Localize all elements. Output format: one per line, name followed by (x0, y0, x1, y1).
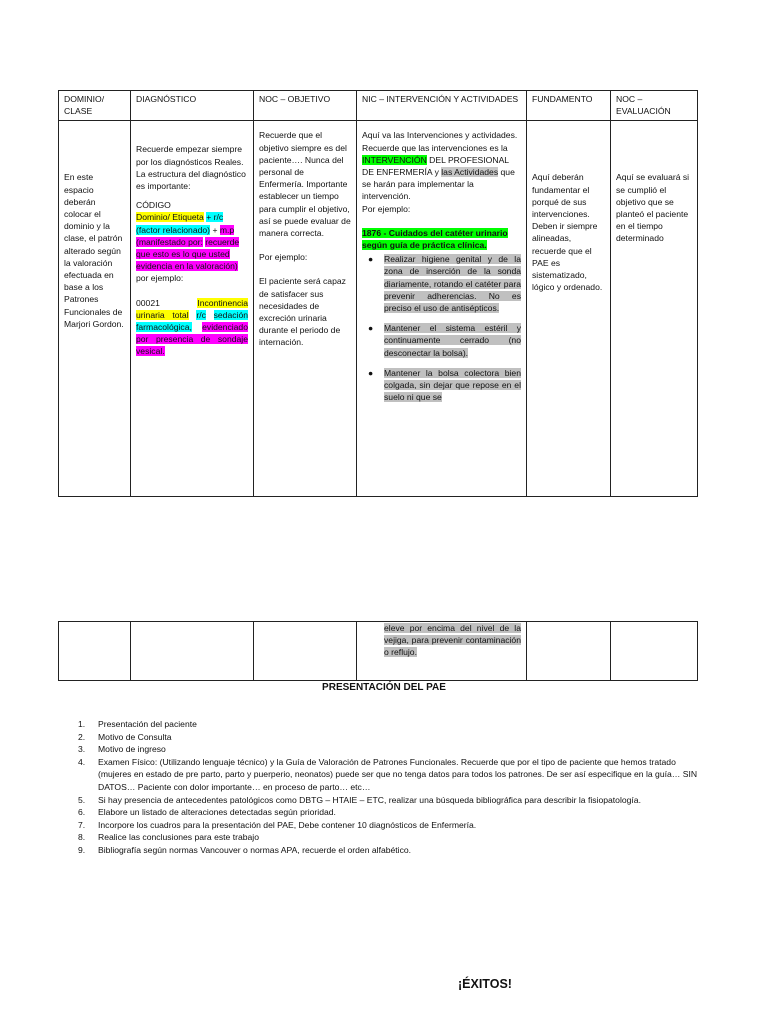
example-label-highlight: Incontinencia urinaria total (136, 297, 248, 320)
objetivo-p2: Por ejemplo: (259, 252, 308, 263)
list-item: 2. Motivo de Consulta (78, 731, 172, 742)
diagnostico-structure: CÓDIGO Dominio/ Etiqueta + r/c (factor relacionado) + m.p (manifestado por: recuerde que esto es lo que usted evidencia en la valoración) por ejemplo: (136, 200, 240, 284)
example-code: 00021 (136, 297, 160, 308)
header-nic: NIC – INTERVENCIÓN Y ACTIVIDADES (357, 91, 527, 121)
objetivo-p3: El paciente será capaz de satisfacer sus necesidades de excreción urinaria durante el periodo de internación. (259, 276, 346, 348)
diagnostico-example (136, 297, 248, 358)
rc-highlight: + r/c (206, 212, 224, 223)
dominio-text: En este espacio deberán colocar el dominio y la clase, el patrón alterado según la valoración efectuada en base a los Patrones Funcionales de Marjori Gordon. (64, 172, 124, 329)
evaluacion-text: Aquí se evaluará si se cumplió el objetivo que se planteó el paciente en el tiempo determinado (616, 172, 690, 244)
list-item: 3. Motivo de ingreso (78, 744, 166, 755)
presentacion-title: PRESENTACIÓN DEL PAE (322, 682, 446, 693)
cell-dominio (59, 121, 131, 497)
header-noc-evaluacion: NOC – EVALUACIÓN (611, 91, 698, 121)
table-row (59, 622, 698, 681)
bullet-icon: ● (368, 323, 374, 334)
nic-continued-text: eleve por encima del nivel de la vejiga, para prevenir contaminación o reflujo. (384, 623, 521, 658)
pae-table (58, 90, 698, 497)
intervencion-highlight: INTERVENCIÓN (362, 154, 427, 165)
actividades-highlight: las Actividades (441, 167, 499, 178)
recuerde-highlight: recuerde que esto es lo que usted evidencia en la valoración) (136, 236, 240, 272)
list-item: 7. Incorpore los cuadros para la presentación del PAE, Debe contener 10 diagnósticos de Enfermería. (78, 819, 477, 830)
table-row (59, 121, 698, 497)
list-item: ● Mantener la bolsa colectora bien colgada, sin dejar que repose en el suelo ni que se (368, 367, 521, 403)
cell-objetivo (254, 121, 357, 497)
list-item: ● Realizar higiene genital y de la zona de inserción de la sonda diariamente, rotando el catéter para prevenir adherencias. No es preciso el uso de antisépticos. (368, 254, 521, 314)
factor-relacionado-highlight: (factor relacionado) (136, 224, 211, 235)
cell-nic-continued (357, 622, 527, 681)
example-rc-highlight: r/c (196, 309, 206, 320)
bullet-icon: ● (368, 254, 374, 265)
activities-list (362, 253, 521, 403)
cell-nic (357, 121, 527, 497)
list-item: 5. Si hay presencia de antecedentes patológicos como DBTG – HTAIE – ETC, realizar una búsqueda bibliográfica para describir la fisiopatología. (78, 794, 641, 805)
list-item: 1. Presentación del paciente (78, 719, 197, 729)
cell-diagnostico (131, 121, 254, 497)
header-diagnostico: DIAGNÓSTICO (131, 91, 254, 121)
cuidados-heading: 1876 - Cuidados del catéter urinario según guía de práctica clínica. (362, 227, 508, 251)
header-noc-objetivo: NOC – OBJETIVO (254, 91, 357, 121)
table-header-row (59, 91, 698, 121)
objetivo-p1: Recuerde que el objetivo siempre es del paciente…. Nunca del personal de Enfermería. Importante establecer un tiempo para cumplir el objetivo, así se puede evaluar de manera correcta. (259, 130, 351, 239)
nic-line1: Aquí va las Intervenciones y actividades. (362, 130, 518, 141)
bullet-icon: ● (368, 367, 374, 378)
cell-evaluacion (611, 121, 698, 497)
list-item: ● Mantener el sistema estéril y continuamente cerrado (no desconectar la bolsa). (368, 323, 521, 358)
fundamento-text: Aquí deberán fundamentar el porqué de sus intervenciones. Deben ir siempre alineadas, recuerde que el PAE es sistematizado, lógico y ordenado. (532, 172, 603, 293)
nic-line3: Por ejemplo: (362, 203, 411, 214)
diagnostico-intro: Recuerde empezar siempre por los diagnósticos Reales. La estructura del diagnóstico es importante: (136, 144, 246, 192)
header-dominio: DOMINIO/ CLASE (59, 91, 131, 121)
example-factor-highlight: sedación farmacológica, (136, 309, 249, 333)
presentacion-list (78, 718, 708, 857)
closing-text: ¡ÉXITOS! (458, 977, 512, 991)
mp-highlight: m.p (219, 224, 235, 235)
manifestado-highlight: (manifestado por: (136, 236, 203, 247)
dominio-etiqueta-highlight: Dominio/ Etiqueta (136, 212, 204, 223)
list-item: 4. Examen Físico: (Utilizando lenguaje técnico) y la Guía de Valoración de Patrones Funcionales. Recuerde que por el tipo de paciente que hemos tratado (mujeres en estado de pre parto, parto y puerperio, neonatos) puede ser que no tenga datos para todos los patrones. De ser así especifique en la guía… SIN DATOS… Paciente con dolor importante… en proceso de parto… etc… (78, 756, 698, 792)
example-evidence-highlight: evidenciado por presencia de sondaje vesical. (136, 322, 248, 357)
nic-line2: Recuerde que las intervenciones es la INTERVENCIÓN DEL PROFESIONAL DE ENFERMERÍA y las Actividades que se harán para implementar la intervención. (362, 142, 515, 202)
list-item: 8. Realice las conclusiones para este trabajo (78, 832, 259, 843)
codigo-label: CÓDIGO (136, 200, 171, 211)
list-item: 6. Elabore un listado de alteraciones detectadas según prioridad. (78, 807, 336, 818)
pae-table-continued (58, 621, 698, 681)
list-item: 9. Bibliografía según normas Vancouver o normas APA, recuerde el orden alfabético. (78, 844, 412, 855)
header-fundamento: FUNDAMENTO (527, 91, 611, 121)
cell-fundamento (527, 121, 611, 497)
